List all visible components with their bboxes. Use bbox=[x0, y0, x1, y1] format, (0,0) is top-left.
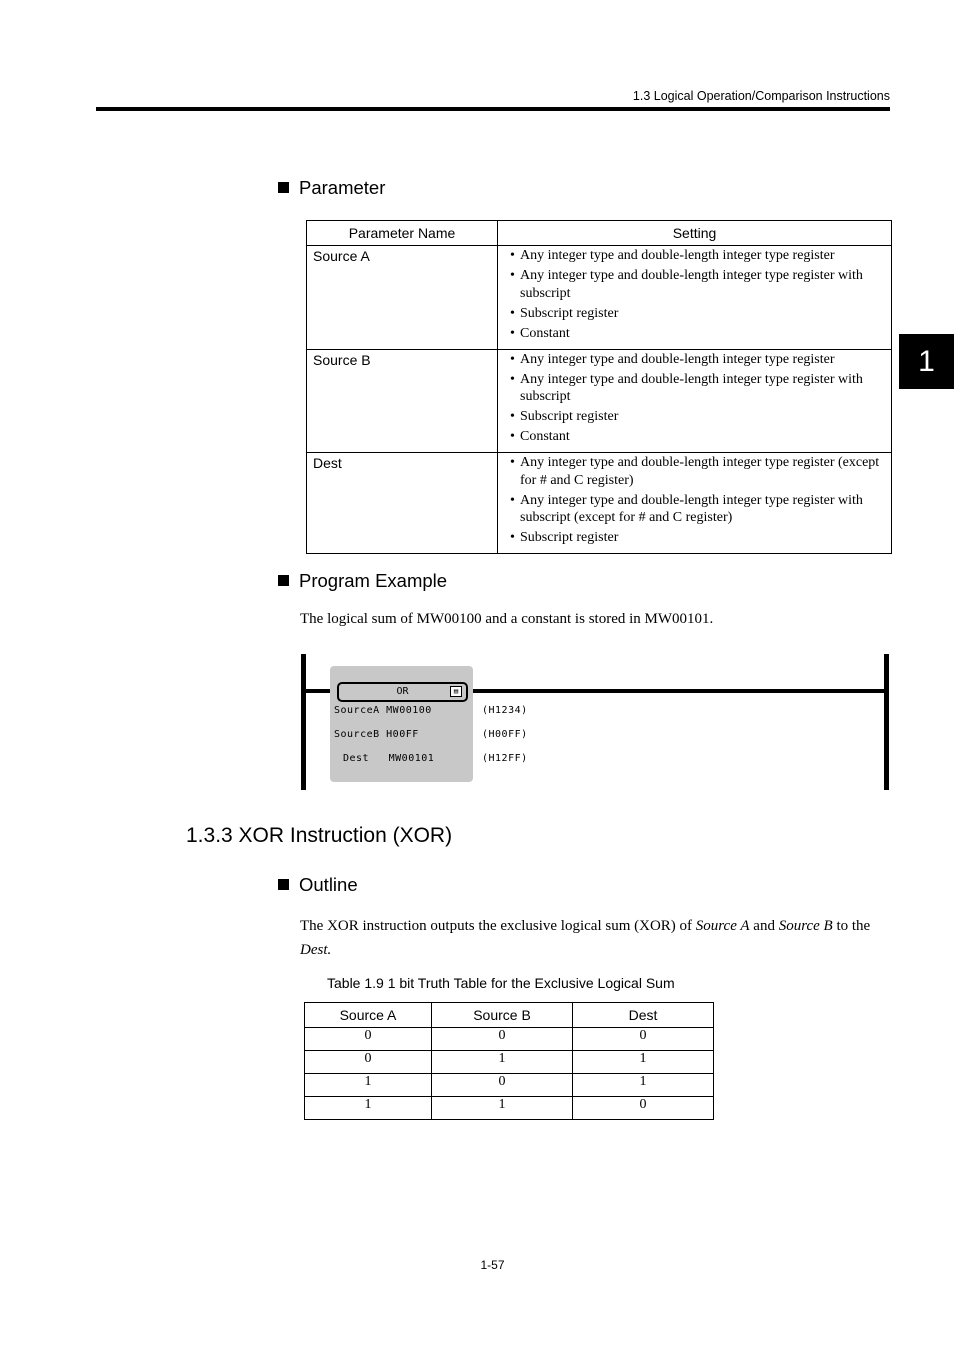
ladder-wire-right bbox=[472, 689, 885, 693]
table-cell: 0 bbox=[305, 1051, 432, 1074]
program-example-heading-text: Program Example bbox=[299, 570, 448, 591]
table-cell: 1 bbox=[573, 1051, 714, 1074]
page-number: 1-57 bbox=[480, 1258, 505, 1272]
column-header-dest: Dest bbox=[573, 1003, 714, 1028]
ladder-right-rail bbox=[884, 654, 889, 790]
outline-text: and bbox=[749, 918, 779, 934]
table-cell: 0 bbox=[573, 1097, 714, 1120]
parameter-name-cell: Source A bbox=[307, 246, 498, 350]
setting-item: • Constant bbox=[510, 428, 885, 446]
ladder-dest: Dest MW00101 bbox=[343, 753, 435, 764]
ladder-wire-left bbox=[306, 689, 332, 693]
table-row bbox=[307, 349, 892, 453]
table-cell: 1 bbox=[573, 1074, 714, 1097]
square-bullet-icon bbox=[278, 575, 289, 586]
outline-text: to the bbox=[832, 918, 871, 934]
setting-item: • Any integer type and double-length integer type register (except for # and C register) bbox=[510, 454, 885, 489]
table-cell: 0 bbox=[432, 1028, 573, 1051]
running-header: 1.3 Logical Operation/Comparison Instructions bbox=[632, 89, 890, 103]
instruction-icon: ▤ bbox=[450, 686, 462, 697]
table-row bbox=[307, 453, 892, 554]
table-cell: 0 bbox=[573, 1028, 714, 1051]
parameter-table bbox=[306, 220, 892, 554]
table-row bbox=[305, 1028, 714, 1051]
parameter-heading-text: Parameter bbox=[299, 177, 386, 198]
outline-term-dest: Dest. bbox=[300, 942, 332, 958]
ladder-dest-value: (H12FF) bbox=[482, 753, 528, 764]
column-header-setting: Setting bbox=[498, 221, 892, 246]
square-bullet-icon bbox=[278, 879, 289, 890]
table-row bbox=[305, 1074, 714, 1097]
setting-item: • Any integer type and double-length integer type register bbox=[510, 247, 885, 265]
setting-item: • Subscript register bbox=[510, 408, 885, 426]
setting-cell bbox=[498, 246, 892, 350]
outline-paragraph bbox=[300, 914, 892, 962]
ladder-source-a: SourceA MW00100 bbox=[334, 705, 432, 716]
truth-table bbox=[304, 1002, 714, 1120]
setting-cell bbox=[498, 453, 892, 554]
header-rule bbox=[96, 107, 890, 111]
setting-item: • Any integer type and double-length integer type register with subscript bbox=[510, 371, 885, 406]
outline-heading-text: Outline bbox=[299, 874, 358, 895]
outline-term-source-a: Source A bbox=[695, 918, 750, 934]
ladder-left-rail bbox=[301, 654, 306, 790]
column-header-source-b: Source B bbox=[432, 1003, 573, 1028]
parameter-heading bbox=[278, 177, 385, 199]
square-bullet-icon bbox=[278, 182, 289, 193]
setting-item: • Any integer type and double-length integer type register with subscript bbox=[510, 267, 885, 302]
section-title: 1.3.3 XOR Instruction (XOR) bbox=[186, 824, 453, 847]
program-example-description: The logical sum of MW00100 and a constant is stored in MW00101. bbox=[300, 611, 714, 627]
setting-cell bbox=[498, 349, 892, 453]
column-header-parameter-name: Parameter Name bbox=[307, 221, 498, 246]
table-cell: 1 bbox=[305, 1074, 432, 1097]
outline-term-source-b: Source B bbox=[778, 918, 833, 934]
table-cell: 0 bbox=[305, 1028, 432, 1051]
table-row bbox=[307, 246, 892, 350]
table-caption: Table 1.9 1 bit Truth Table for the Exclusive Logical Sum bbox=[327, 975, 675, 991]
setting-item: • Any integer type and double-length integer type register bbox=[510, 351, 885, 369]
setting-item: • Subscript register bbox=[510, 305, 885, 323]
table-cell: 0 bbox=[432, 1074, 573, 1097]
ladder-source-a-value: (H1234) bbox=[482, 705, 528, 716]
column-header-source-a: Source A bbox=[305, 1003, 432, 1028]
table-cell: 1 bbox=[305, 1097, 432, 1120]
instruction-name: OR bbox=[337, 682, 468, 702]
ladder-source-b: SourceB H00FF bbox=[334, 729, 419, 740]
ladder-source-b-value: (H00FF) bbox=[482, 729, 528, 740]
outline-text: The XOR instruction outputs the exclusive logical sum (XOR) of bbox=[300, 918, 696, 934]
table-cell: 1 bbox=[432, 1097, 573, 1120]
parameter-name-cell: Source B bbox=[307, 349, 498, 453]
table-row bbox=[305, 1097, 714, 1120]
program-example-heading bbox=[278, 570, 447, 592]
chapter-tab: 1 bbox=[899, 334, 954, 389]
outline-heading bbox=[278, 874, 358, 896]
setting-item: • Any integer type and double-length integer type register with subscript (except for # and C register) bbox=[510, 492, 885, 527]
setting-item: • Subscript register bbox=[510, 529, 885, 547]
setting-item: • Constant bbox=[510, 325, 885, 343]
parameter-name-cell: Dest bbox=[307, 453, 498, 554]
table-cell: 1 bbox=[432, 1051, 573, 1074]
table-row bbox=[305, 1051, 714, 1074]
